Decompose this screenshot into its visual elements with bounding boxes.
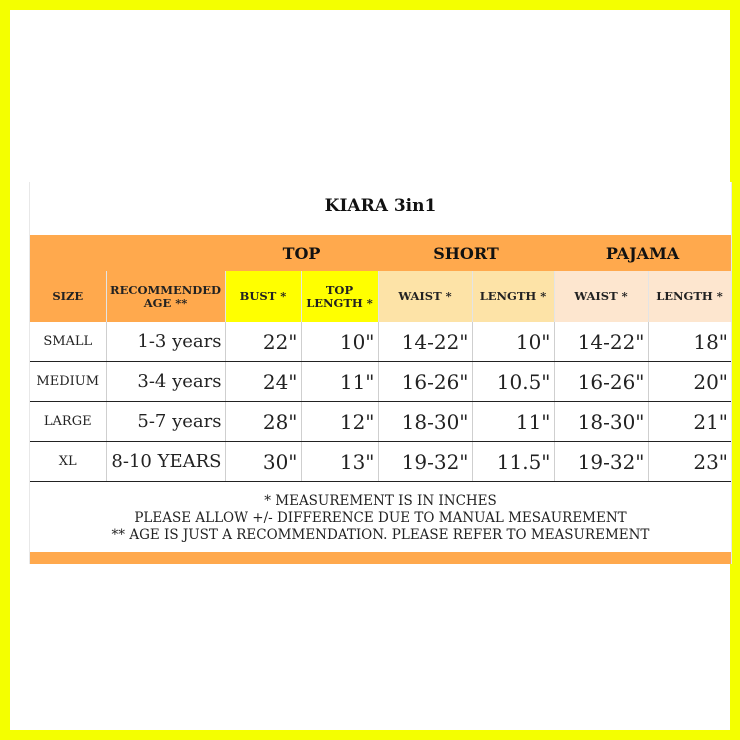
cell-bust: 30" [225, 442, 301, 482]
cell-top-length: 12" [301, 402, 378, 442]
cell-age: 3-4 years [106, 362, 225, 402]
size-chart [29, 182, 732, 564]
group-pajama: PAJAMA [554, 235, 731, 271]
table-row [30, 402, 731, 442]
cell-short-length: 11.5" [472, 442, 554, 482]
header-short-length: LENGTH * [472, 271, 554, 322]
table-row [30, 322, 731, 362]
cell-pajama-length: 20" [648, 362, 731, 402]
cell-top-length: 10" [301, 322, 378, 362]
cell-top-length: 11" [301, 362, 378, 402]
cell-short-length: 11" [472, 402, 554, 442]
header-size: SIZE [30, 271, 106, 322]
cell-short-waist: 14-22" [378, 322, 472, 362]
cell-short-waist: 18-30" [378, 402, 472, 442]
cell-bust: 24" [225, 362, 301, 402]
header-pajama-waist: WAIST * [554, 271, 648, 322]
cell-size: MEDIUM [30, 362, 106, 402]
table-row [30, 442, 731, 482]
cell-top-length: 13" [301, 442, 378, 482]
bottom-accent-bar [30, 552, 731, 564]
header-age: RECOMMENDED AGE ** [106, 271, 225, 322]
header-top-length: TOP LENGTH * [301, 271, 378, 322]
table-row [30, 362, 731, 402]
cell-pajama-length: 18" [648, 322, 731, 362]
cell-short-waist: 19-32" [378, 442, 472, 482]
group-header-row [30, 235, 731, 271]
header-pajama-length: LENGTH * [648, 271, 731, 322]
footnote-line: PLEASE ALLOW +/- DIFFERENCE DUE TO MANUAL MESAUREMENT [134, 510, 627, 526]
cell-size: SMALL [30, 322, 106, 362]
cell-size: LARGE [30, 402, 106, 442]
cell-age: 8-10 YEARS [106, 442, 225, 482]
size-table [30, 235, 732, 482]
cell-pajama-length: 23" [648, 442, 731, 482]
header-short-waist: WAIST * [378, 271, 472, 322]
header-bust: BUST * [225, 271, 301, 322]
group-short: SHORT [378, 235, 554, 271]
group-top: TOP [225, 235, 378, 271]
cell-short-waist: 16-26" [378, 362, 472, 402]
footnotes [30, 493, 731, 544]
cell-bust: 22" [225, 322, 301, 362]
cell-bust: 28" [225, 402, 301, 442]
cell-pajama-waist: 19-32" [554, 442, 648, 482]
cell-pajama-length: 21" [648, 402, 731, 442]
chart-title: KIARA 3in1 [324, 196, 437, 216]
cell-size: XL [30, 442, 106, 482]
footnote-line: * MEASUREMENT IS IN INCHES [264, 493, 497, 509]
cell-pajama-waist: 16-26" [554, 362, 648, 402]
group-spacer [106, 235, 225, 271]
cell-short-length: 10.5" [472, 362, 554, 402]
column-header-row [30, 271, 731, 322]
cell-age: 5-7 years [106, 402, 225, 442]
group-spacer [30, 235, 106, 271]
cell-pajama-waist: 14-22" [554, 322, 648, 362]
cell-short-length: 10" [472, 322, 554, 362]
footnote-line: ** AGE IS JUST A RECOMMENDATION. PLEASE REFER TO MEASUREMENT [111, 527, 650, 543]
cell-pajama-waist: 18-30" [554, 402, 648, 442]
cell-age: 1-3 years [106, 322, 225, 362]
